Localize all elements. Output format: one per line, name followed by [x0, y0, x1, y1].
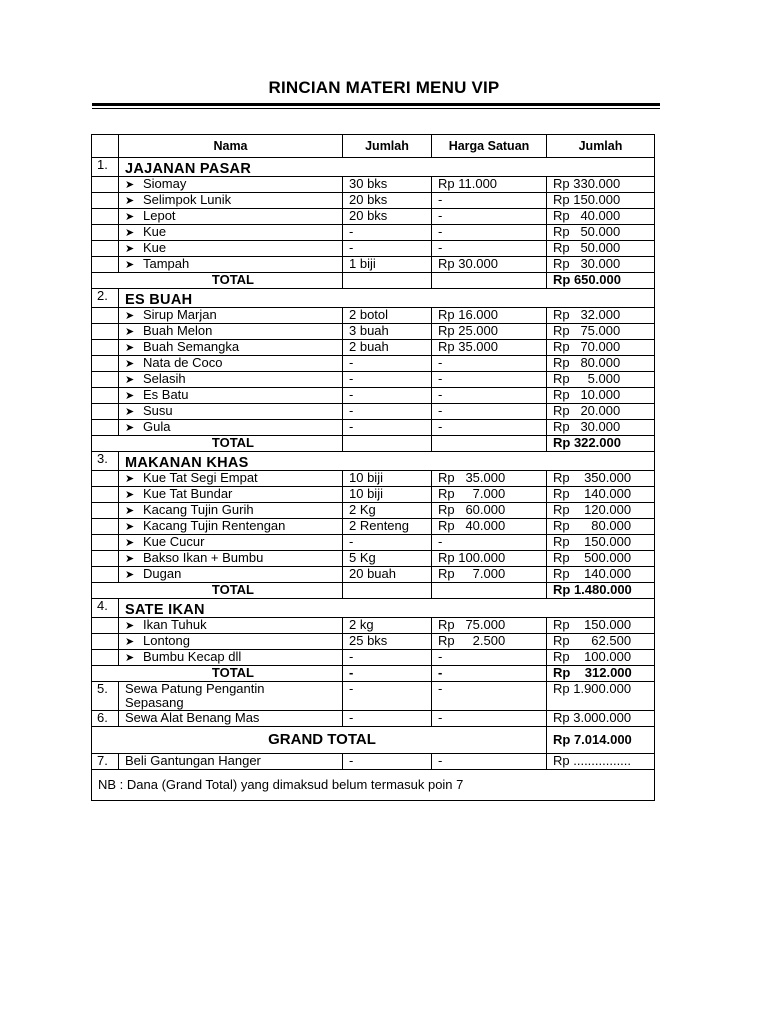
item-unit-price: Rp 16.000 [432, 308, 547, 324]
section-total-price [432, 583, 547, 599]
item-unit-price: - [432, 420, 547, 436]
item-unit-price: Rp 40.000 [432, 519, 547, 535]
row-number-blank [92, 551, 119, 567]
row-number-blank [92, 404, 119, 420]
item-name-cell [119, 356, 343, 372]
item-unit-price: Rp 60.000 [432, 503, 547, 519]
section-total-value: Rp 650.000 [547, 273, 655, 289]
table-row [92, 519, 655, 535]
arrow-bullet-icon: ➤ [125, 326, 135, 338]
table-row [92, 388, 655, 404]
table-row [92, 503, 655, 519]
section-total-price: - [432, 666, 547, 682]
item-name-cell [119, 519, 343, 535]
arrow-bullet-icon: ➤ [125, 652, 135, 664]
item-name: Selimpok Lunik [143, 192, 232, 207]
item-quantity: - [343, 650, 432, 666]
row-number-blank [92, 535, 119, 551]
item-quantity: 3 buah [343, 324, 432, 340]
arrow-bullet-icon: ➤ [125, 211, 135, 223]
item-total: Rp 330.000 [547, 177, 655, 193]
item-quantity: 2 botol [343, 308, 432, 324]
item-name: Ikan Tuhuk [143, 617, 207, 632]
row-number-blank [92, 356, 119, 372]
arrow-bullet-icon: ➤ [125, 422, 135, 434]
item-unit-price: - [432, 209, 547, 225]
table-row [92, 404, 655, 420]
item-total: Rp 140.000 [547, 567, 655, 583]
extra-total: Rp ................ [547, 754, 655, 770]
row-number-blank [92, 634, 119, 650]
extra-item-row [92, 754, 655, 770]
table-row [92, 618, 655, 634]
extra-unit-price: - [432, 711, 547, 727]
section-total-row [92, 583, 655, 599]
row-number-blank [92, 225, 119, 241]
section-total-label: TOTAL [92, 666, 343, 682]
item-name-cell [119, 241, 343, 257]
item-quantity: - [343, 420, 432, 436]
row-number-blank [92, 372, 119, 388]
title-rule-thin [92, 108, 660, 109]
item-name: Tampah [143, 256, 190, 271]
section-total-label: TOTAL [92, 273, 343, 289]
section-title: JAJANAN PASAR [119, 158, 655, 177]
row-number-blank [92, 471, 119, 487]
item-name: Buah Melon [143, 323, 213, 338]
item-quantity: 2 buah [343, 340, 432, 356]
extra-name: Beli Gantungan Hanger [119, 754, 343, 770]
header-row [92, 135, 655, 158]
item-unit-price: - [432, 356, 547, 372]
item-quantity: 20 buah [343, 567, 432, 583]
arrow-bullet-icon: ➤ [125, 636, 135, 648]
extra-total: Rp 1.900.000 [547, 682, 655, 711]
item-name: Susu [143, 403, 173, 418]
item-quantity: 5 Kg [343, 551, 432, 567]
item-name-cell [119, 535, 343, 551]
item-quantity: 30 bks [343, 177, 432, 193]
item-name: Nata de Coco [143, 355, 223, 370]
table-row [92, 567, 655, 583]
section-total-row [92, 666, 655, 682]
item-name-cell [119, 340, 343, 356]
item-name-cell [119, 551, 343, 567]
section-number: 3. [92, 452, 119, 471]
item-quantity: 25 bks [343, 634, 432, 650]
table-row [92, 551, 655, 567]
menu-table [91, 134, 655, 801]
table-row [92, 372, 655, 388]
grand-total-value: Rp 7.014.000 [547, 727, 655, 754]
item-name: Kacang Tujin Rentengan [143, 518, 286, 533]
row-number-blank [92, 193, 119, 209]
row-number-blank [92, 567, 119, 583]
item-total: Rp 10.000 [547, 388, 655, 404]
section-total-value: Rp 322.000 [547, 436, 655, 452]
table-row [92, 193, 655, 209]
item-name: Siomay [143, 176, 187, 191]
page-title: RINCIAN MATERI MENU VIP [268, 78, 500, 97]
arrow-bullet-icon: ➤ [125, 195, 135, 207]
item-quantity: - [343, 241, 432, 257]
item-name: Kacang Tujin Gurih [143, 502, 254, 517]
row-number-blank [92, 324, 119, 340]
table-row [92, 209, 655, 225]
item-quantity: 10 biji [343, 471, 432, 487]
item-quantity: - [343, 535, 432, 551]
arrow-bullet-icon: ➤ [125, 179, 135, 191]
grand-total-label: GRAND TOTAL [92, 727, 547, 754]
note-row [92, 770, 655, 801]
item-unit-price: Rp 35.000 [432, 471, 547, 487]
item-name: Lepot [143, 208, 176, 223]
item-total: Rp 80.000 [547, 356, 655, 372]
section-total-value: Rp 312.000 [547, 666, 655, 682]
extra-item-row [92, 711, 655, 727]
item-quantity: - [343, 225, 432, 241]
item-quantity: - [343, 356, 432, 372]
item-unit-price: - [432, 225, 547, 241]
item-name-cell [119, 634, 343, 650]
section-header-row [92, 158, 655, 177]
table-row [92, 324, 655, 340]
item-total: Rp 150.000 [547, 193, 655, 209]
item-unit-price: - [432, 388, 547, 404]
header-jumlah-qty: Jumlah [343, 135, 432, 158]
item-total: Rp 150.000 [547, 618, 655, 634]
item-quantity: 2 Renteng [343, 519, 432, 535]
item-unit-price: Rp 75.000 [432, 618, 547, 634]
extra-unit-price: - [432, 682, 547, 711]
item-unit-price: - [432, 372, 547, 388]
table-row [92, 241, 655, 257]
item-name-cell [119, 209, 343, 225]
section-total-row [92, 436, 655, 452]
item-name: Gula [143, 419, 171, 434]
table-row [92, 471, 655, 487]
item-unit-price: Rp 7.000 [432, 567, 547, 583]
item-name-cell [119, 618, 343, 634]
header-no [92, 135, 119, 158]
row-number-blank [92, 618, 119, 634]
item-name: Sirup Marjan [143, 307, 217, 322]
item-total: Rp 50.000 [547, 241, 655, 257]
extra-unit-price: - [432, 754, 547, 770]
item-quantity: - [343, 372, 432, 388]
item-total: Rp 32.000 [547, 308, 655, 324]
header-jumlah-total: Jumlah [547, 135, 655, 158]
section-title: ES BUAH [119, 289, 655, 308]
item-name: Kue [143, 224, 167, 239]
item-quantity: 1 biji [343, 257, 432, 273]
section-number: 4. [92, 599, 119, 618]
item-total: Rp 30.000 [547, 257, 655, 273]
table-row [92, 356, 655, 372]
table-row [92, 420, 655, 436]
row-number-blank [92, 487, 119, 503]
item-name: Kue [143, 240, 167, 255]
item-name: Kue Tat Segi Empat [143, 470, 258, 485]
item-total: Rp 150.000 [547, 535, 655, 551]
header-harga-satuan: Harga Satuan [432, 135, 547, 158]
arrow-bullet-icon: ➤ [125, 227, 135, 239]
item-name: Selasih [143, 371, 186, 386]
item-total: Rp 30.000 [547, 420, 655, 436]
arrow-bullet-icon: ➤ [125, 342, 135, 354]
extra-name: Sewa Alat Benang Mas [119, 711, 343, 727]
item-quantity: 2 Kg [343, 503, 432, 519]
row-number-blank [92, 519, 119, 535]
item-total: Rp 62.500 [547, 634, 655, 650]
item-total: Rp 350.000 [547, 471, 655, 487]
table-row [92, 177, 655, 193]
arrow-bullet-icon: ➤ [125, 569, 135, 581]
item-name-cell [119, 372, 343, 388]
item-name-cell [119, 503, 343, 519]
item-quantity: - [343, 404, 432, 420]
arrow-bullet-icon: ➤ [125, 521, 135, 533]
footnote: NB : Dana (Grand Total) yang dimaksud belum termasuk poin 7 [92, 770, 655, 801]
row-number-blank [92, 650, 119, 666]
arrow-bullet-icon: ➤ [125, 358, 135, 370]
item-unit-price: Rp 2.500 [432, 634, 547, 650]
item-name: Dugan [143, 566, 182, 581]
row-number-blank [92, 308, 119, 324]
item-quantity: 10 biji [343, 487, 432, 503]
row-number-blank [92, 420, 119, 436]
section-total-qty [343, 273, 432, 289]
item-unit-price: - [432, 535, 547, 551]
item-name-cell [119, 420, 343, 436]
section-total-qty [343, 583, 432, 599]
item-name-cell [119, 487, 343, 503]
row-number-blank [92, 388, 119, 404]
arrow-bullet-icon: ➤ [125, 553, 135, 565]
arrow-bullet-icon: ➤ [125, 537, 135, 549]
item-total: Rp 20.000 [547, 404, 655, 420]
row-number-blank [92, 257, 119, 273]
section-header-row [92, 599, 655, 618]
item-total: Rp 120.000 [547, 503, 655, 519]
extra-number: 6. [92, 711, 119, 727]
item-name-cell [119, 193, 343, 209]
table-row [92, 308, 655, 324]
item-total: Rp 40.000 [547, 209, 655, 225]
item-name-cell [119, 257, 343, 273]
item-name-cell [119, 650, 343, 666]
section-number: 1. [92, 158, 119, 177]
table-row [92, 340, 655, 356]
extra-number: 5. [92, 682, 119, 711]
item-unit-price: - [432, 650, 547, 666]
table-row [92, 650, 655, 666]
item-quantity: 20 bks [343, 193, 432, 209]
grand-total-row [92, 727, 655, 754]
item-name: Bumbu Kecap dll [143, 649, 242, 664]
arrow-bullet-icon: ➤ [125, 374, 135, 386]
section-header-row [92, 452, 655, 471]
row-number-blank [92, 241, 119, 257]
item-name-cell [119, 308, 343, 324]
section-total-qty [343, 436, 432, 452]
item-quantity: 2 kg [343, 618, 432, 634]
item-unit-price: Rp 11.000 [432, 177, 547, 193]
arrow-bullet-icon: ➤ [125, 473, 135, 485]
item-unit-price: Rp 7.000 [432, 487, 547, 503]
section-total-label: TOTAL [92, 436, 343, 452]
item-unit-price: Rp 30.000 [432, 257, 547, 273]
table-row [92, 535, 655, 551]
item-name: Es Batu [143, 387, 189, 402]
item-total: Rp 50.000 [547, 225, 655, 241]
arrow-bullet-icon: ➤ [125, 259, 135, 271]
item-name-cell [119, 471, 343, 487]
section-total-label: TOTAL [92, 583, 343, 599]
table-row [92, 634, 655, 650]
extra-number: 7. [92, 754, 119, 770]
item-name-cell [119, 404, 343, 420]
item-name: Lontong [143, 633, 190, 648]
extra-total: Rp 3.000.000 [547, 711, 655, 727]
item-name: Bakso Ikan + Bumbu [143, 550, 264, 565]
item-unit-price: Rp 25.000 [432, 324, 547, 340]
arrow-bullet-icon: ➤ [125, 390, 135, 402]
table-row [92, 487, 655, 503]
extra-quantity: - [343, 711, 432, 727]
row-number-blank [92, 503, 119, 519]
section-title: SATE IKAN [119, 599, 655, 618]
item-name-cell [119, 177, 343, 193]
section-total-price [432, 273, 547, 289]
section-total-qty: - [343, 666, 432, 682]
item-total: Rp 70.000 [547, 340, 655, 356]
item-quantity: - [343, 388, 432, 404]
section-total-price [432, 436, 547, 452]
section-header-row [92, 289, 655, 308]
item-name-cell [119, 324, 343, 340]
item-quantity: 20 bks [343, 209, 432, 225]
extra-quantity: - [343, 754, 432, 770]
row-number-blank [92, 340, 119, 356]
item-unit-price: Rp 100.000 [432, 551, 547, 567]
row-number-blank [92, 177, 119, 193]
arrow-bullet-icon: ➤ [125, 620, 135, 632]
arrow-bullet-icon: ➤ [125, 406, 135, 418]
extra-name: Sewa Patung Pengantin Sepasang [119, 682, 343, 711]
arrow-bullet-icon: ➤ [125, 310, 135, 322]
section-total-row [92, 273, 655, 289]
item-name-cell [119, 388, 343, 404]
row-number-blank [92, 209, 119, 225]
arrow-bullet-icon: ➤ [125, 489, 135, 501]
item-name-cell [119, 567, 343, 583]
extra-quantity: - [343, 682, 432, 711]
item-total: Rp 80.000 [547, 519, 655, 535]
item-name: Buah Semangka [143, 339, 240, 354]
item-total: Rp 75.000 [547, 324, 655, 340]
arrow-bullet-icon: ➤ [125, 243, 135, 255]
item-unit-price: Rp 35.000 [432, 340, 547, 356]
section-total-value: Rp 1.480.000 [547, 583, 655, 599]
section-title: MAKANAN KHAS [119, 452, 655, 471]
table-row [92, 225, 655, 241]
arrow-bullet-icon: ➤ [125, 505, 135, 517]
item-name-cell [119, 225, 343, 241]
title-rule-thick [92, 103, 660, 106]
item-total: Rp 140.000 [547, 487, 655, 503]
item-unit-price: - [432, 404, 547, 420]
item-total: Rp 500.000 [547, 551, 655, 567]
header-nama: Nama [119, 135, 343, 158]
item-name: Kue Cucur [143, 534, 205, 549]
item-total: Rp 100.000 [547, 650, 655, 666]
section-number: 2. [92, 289, 119, 308]
item-unit-price: - [432, 193, 547, 209]
table-row [92, 257, 655, 273]
item-unit-price: - [432, 241, 547, 257]
item-total: Rp 5.000 [547, 372, 655, 388]
item-name: Kue Tat Bundar [143, 486, 233, 501]
extra-item-row [92, 682, 655, 711]
table-body [92, 158, 655, 801]
